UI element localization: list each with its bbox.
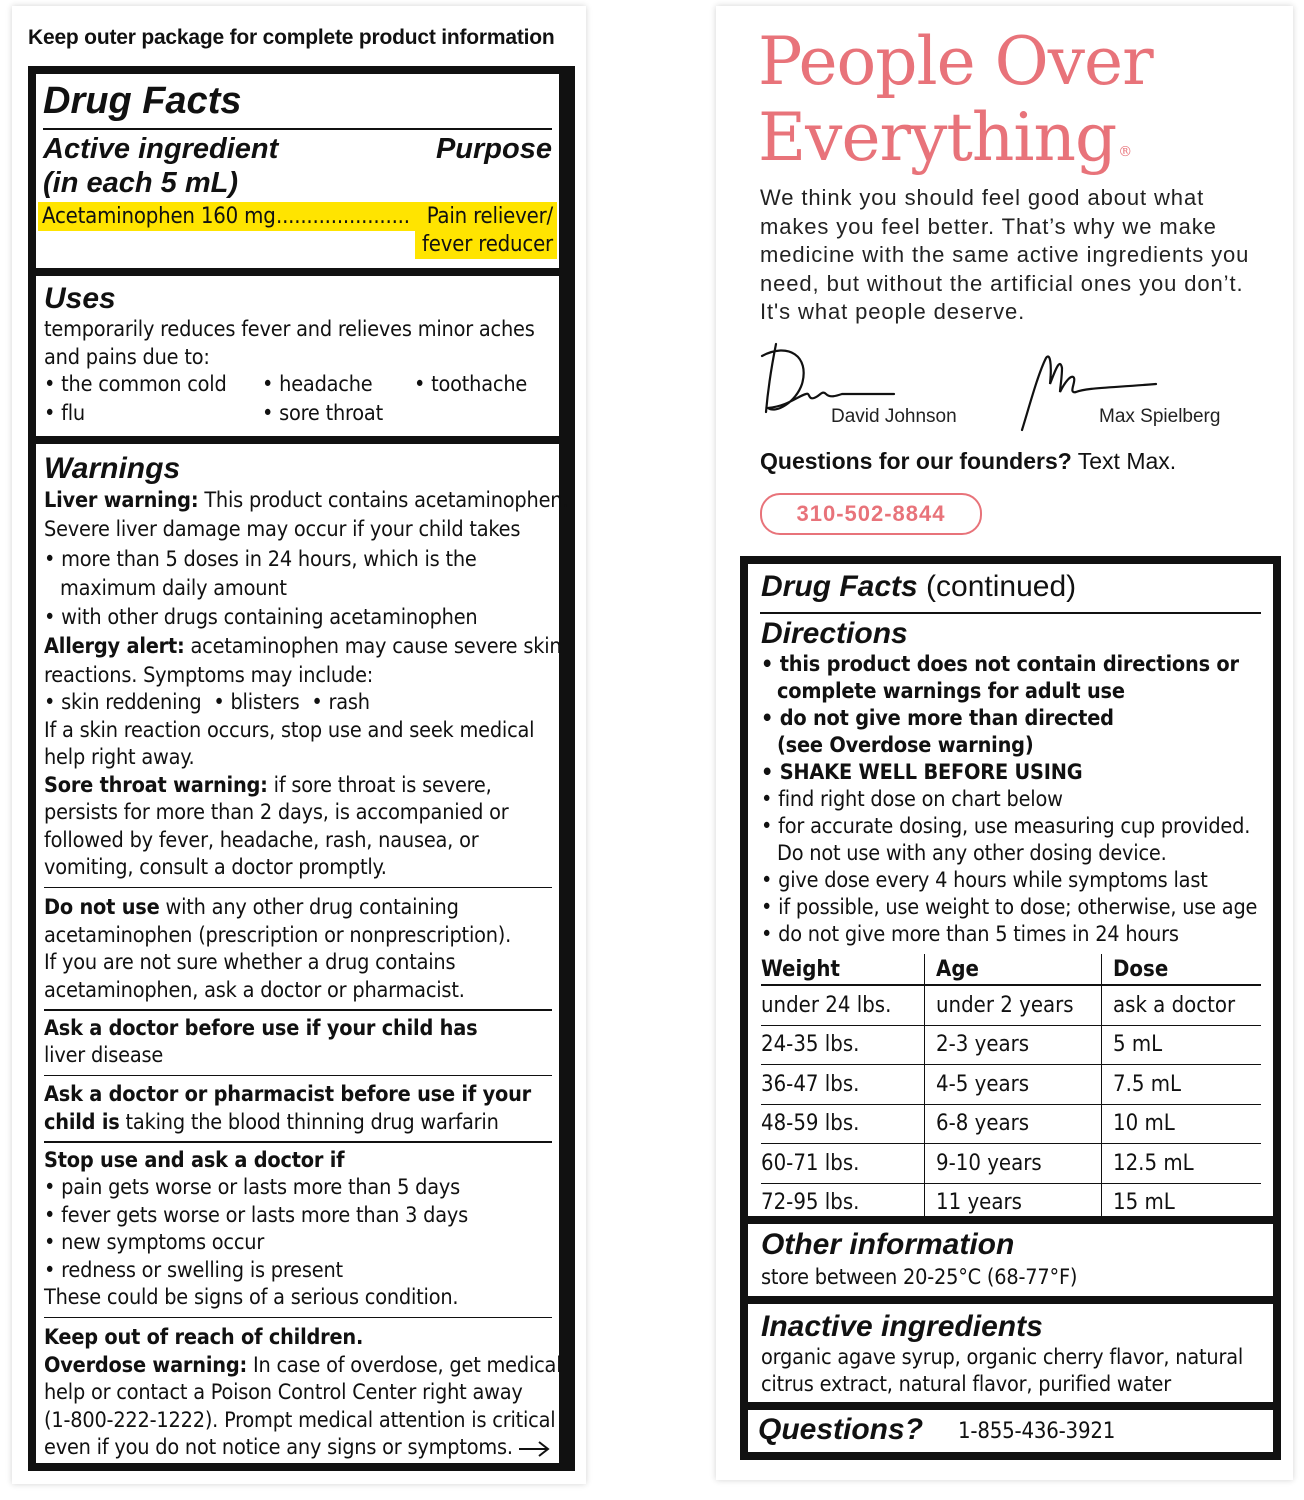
stop-use-item-3: • new symptoms occur [44,1230,265,1256]
cell-weight: 36-47 lbs. [761,1065,925,1105]
inactive-ingredients-line-1: organic agave syrup, organic cherry flavor, natural [761,1345,1244,1370]
questions-title: Questions? [758,1413,924,1446]
cell-dose: 7.5 mL [1102,1065,1262,1105]
other-information-title: Other information [761,1228,1015,1261]
founder-questions-text: Text Max. [1071,448,1177,474]
direction-line: • do not give more than directed [761,706,1114,731]
stop-use-item-2: • fever gets worse or lasts more than 3 days [44,1202,469,1228]
direction-line: (see Overdose warning) [777,733,1034,758]
uses-line-1: temporarily reduces fever and relieves minor aches [44,317,535,342]
overdose-line-3: (1-800-222-1222). Prompt medical attention is critical [44,1407,556,1433]
ask-pharmacist-text: taking the blood thinning drug warfarin [119,1109,499,1135]
overdose-line-2: help or contact a Poison Control Center right away [44,1380,523,1406]
cell-weight: 24-35 lbs. [761,1025,925,1065]
uses-item-cold: • the common cold [44,372,227,397]
sore-throat-line-2: persists for more than 2 days, is accompanied or [44,800,509,826]
questions-panel [748,1410,1273,1452]
purpose-line-1: Pain reliever/ [426,204,553,229]
cell-weight: 48-59 lbs. [761,1104,925,1144]
table-row [761,1183,1261,1222]
stop-use-label: Stop use and ask a doctor if [44,1147,345,1173]
continued-label: (continued) [917,570,1077,603]
founder-phone-link[interactable]: 310-502-8844 [760,493,982,535]
uses-item-toothache: • toothache [414,372,528,397]
do-not-use-text: with any other drug containing [159,895,459,921]
cell-age: 4-5 years [925,1065,1102,1105]
direction-line: • find right dose on chart below [761,787,1063,812]
table-row [761,985,1261,1025]
inactive-ingredients-line-2: citrus extract, natural flavor, purified water [761,1372,1171,1397]
liver-warning-line-2: Severe liver damage may occur if your child takes [44,517,521,543]
directions-panel [748,564,1273,1216]
table-row [761,1104,1261,1144]
cell-weight: under 24 lbs. [761,985,925,1025]
stop-use-item-1: • pain gets worse or lasts more than 5 days [44,1175,460,1201]
direction-line: • give dose every 4 hours while symptoms last [761,868,1208,893]
active-ingredient-subheader: (in each 5 mL) [43,167,238,199]
inactive-ingredients-panel [748,1304,1273,1402]
direction-line: • for accurate dosing, use measuring cup provided. [761,814,1251,839]
sore-throat-line-3: followed by fever, headache, rash, nausea, or [44,827,479,853]
purpose-header: Purpose [435,133,552,165]
overdose-line-4: even if you do not notice any signs or symptoms. [44,1435,513,1461]
cell-age: 2-3 years [925,1025,1102,1065]
brand-headline-line-1: People Over [758,23,1153,100]
founder-name-2: Max Spielberg [1099,406,1221,427]
ask-pharmacist-label-b: child is [44,1109,120,1135]
keep-out-of-reach: Keep out of reach of children. [44,1325,364,1351]
table-row [761,1144,1261,1184]
drug-facts-title: Drug Facts [43,80,242,122]
do-not-use-line-4: acetaminophen, ask a doctor or pharmacist. [44,977,465,1003]
registered-mark: ® [1118,144,1132,160]
purpose-line-2: fever reducer [422,232,553,257]
allergy-alert-text: acetaminophen may cause severe skin [184,634,562,660]
cell-weight: 72-95 lbs. [761,1183,925,1222]
cell-age: 11 years [925,1183,1102,1222]
ask-doctor-label: Ask a doctor before use if your child has [44,1015,478,1041]
sore-throat-label: Sore throat warning: [44,772,268,798]
uses-item-headache: • headache [262,372,373,397]
liver-bullet-1b: maximum daily amount [60,575,287,601]
ingredient-dots: ...................... [276,204,410,229]
arrow-right-icon [517,1439,551,1459]
header-weight: Weight [761,954,925,985]
header-age: Age [925,954,1102,985]
dosing-table [761,954,1261,1222]
direction-line: • this product does not contain directions or [761,652,1239,677]
uses-line-2: and pains due to: [44,344,210,370]
uses-item-sore-throat: • sore throat [262,401,383,426]
inactive-ingredients-title: Inactive ingredients [761,1310,1043,1343]
cell-dose: ask a doctor [1102,985,1262,1025]
cell-dose: 5 mL [1102,1025,1262,1065]
cell-age: 9-10 years [925,1144,1102,1184]
liver-warning-text: This product contains acetaminophen. [198,488,569,513]
direction-line: Do not use with any other dosing device. [777,841,1167,866]
allergy-line-3: If a skin reaction occurs, stop use and seek medical [44,717,535,743]
allergy-alert-label: Allergy alert: [44,634,185,660]
do-not-use-line-2: acetaminophen (prescription or nonprescription). [44,922,512,948]
keep-outer-package-note: Keep outer package for complete product information [28,26,555,49]
cell-dose: 10 mL [1102,1104,1262,1144]
do-not-use-line-3: If you are not sure whether a drug contains [44,950,456,976]
direction-line: • do not give more than 5 times in 24 hours [761,922,1179,947]
directions-title: Directions [761,617,908,650]
warnings-panel [36,444,569,1463]
drug-facts-continued-box [740,556,1281,1460]
direction-line: complete warnings for adult use [777,679,1125,704]
direction-line: • if possible, use weight to dose; otherwise, use age [761,895,1258,920]
founder-questions [760,448,1176,475]
direction-line: • SHAKE WELL BEFORE USING [761,760,1083,785]
stop-use-end: These could be signs of a serious condition. [44,1285,459,1311]
uses-panel [36,276,559,436]
brand-headline-line-2: Everything [758,99,1117,176]
drug-facts-continued-heading [761,570,1076,604]
active-ingredient-panel [36,74,559,268]
uses-item-flu: • flu [44,401,85,426]
left-label-panel [12,6,586,1484]
liver-bullet-2: • with other drugs containing acetaminophen [44,605,478,631]
ask-doctor-text: liver disease [44,1043,164,1069]
cell-weight: 60-71 lbs. [761,1144,925,1184]
do-not-use-label: Do not use [44,895,160,921]
ask-pharmacist-label: Ask a doctor or pharmacist before use if your [44,1082,532,1108]
drug-facts-continued-title: Drug Facts [761,570,918,603]
cell-dose: 15 mL [1113,1190,1175,1216]
sore-throat-line-4: vomiting, consult a doctor promptly. [44,855,387,881]
warnings-title: Warnings [44,452,181,485]
cell-age: under 2 years [925,985,1102,1025]
uses-title: Uses [44,282,116,315]
overdose-label: Overdose warning: [44,1352,248,1378]
overdose-text: In case of overdose, get medical [247,1352,562,1378]
brand-headline [758,24,1153,194]
drug-facts-box [28,66,575,1471]
allergy-line-4: help right away. [44,745,195,771]
directions-list [761,651,1257,948]
founder-questions-label: Questions for our founders? [760,448,1072,474]
other-information-panel [748,1224,1273,1296]
active-ingredient-header: Active ingredient [43,133,279,165]
liver-warning-label: Liver warning: [44,488,199,513]
cell-dose: 12.5 mL [1102,1144,1262,1184]
founder-name-1: David Johnson [831,406,957,427]
table-row [761,1025,1261,1065]
allergy-line-2: reactions. Symptoms may include: [44,662,374,688]
questions-phone[interactable]: 1-855-436-3921 [958,1419,1116,1444]
dosing-table-header [761,954,1261,985]
allergy-items: • skin reddening • blisters • rash [44,690,370,716]
liver-bullet-1a: • more than 5 doses in 24 hours, which is the [44,546,477,572]
table-row [761,1065,1261,1105]
ingredient-name: Acetaminophen 160 mg [42,204,276,229]
brand-message: We think you should feel good about what makes you feel better. That’s why we make medicine with the same active ingredients you need, but without the artificial ones you don’t. It's what people deserve. [760,185,1250,324]
right-label-panel [716,6,1293,1480]
sore-throat-text: if sore throat is severe, [267,772,492,798]
stop-use-item-4: • redness or swelling is present [44,1257,343,1283]
cell-age: 6-8 years [925,1104,1102,1144]
other-information-text: store between 20-25°C (68-77°F) [761,1265,1078,1290]
header-dose: Dose [1102,954,1262,985]
